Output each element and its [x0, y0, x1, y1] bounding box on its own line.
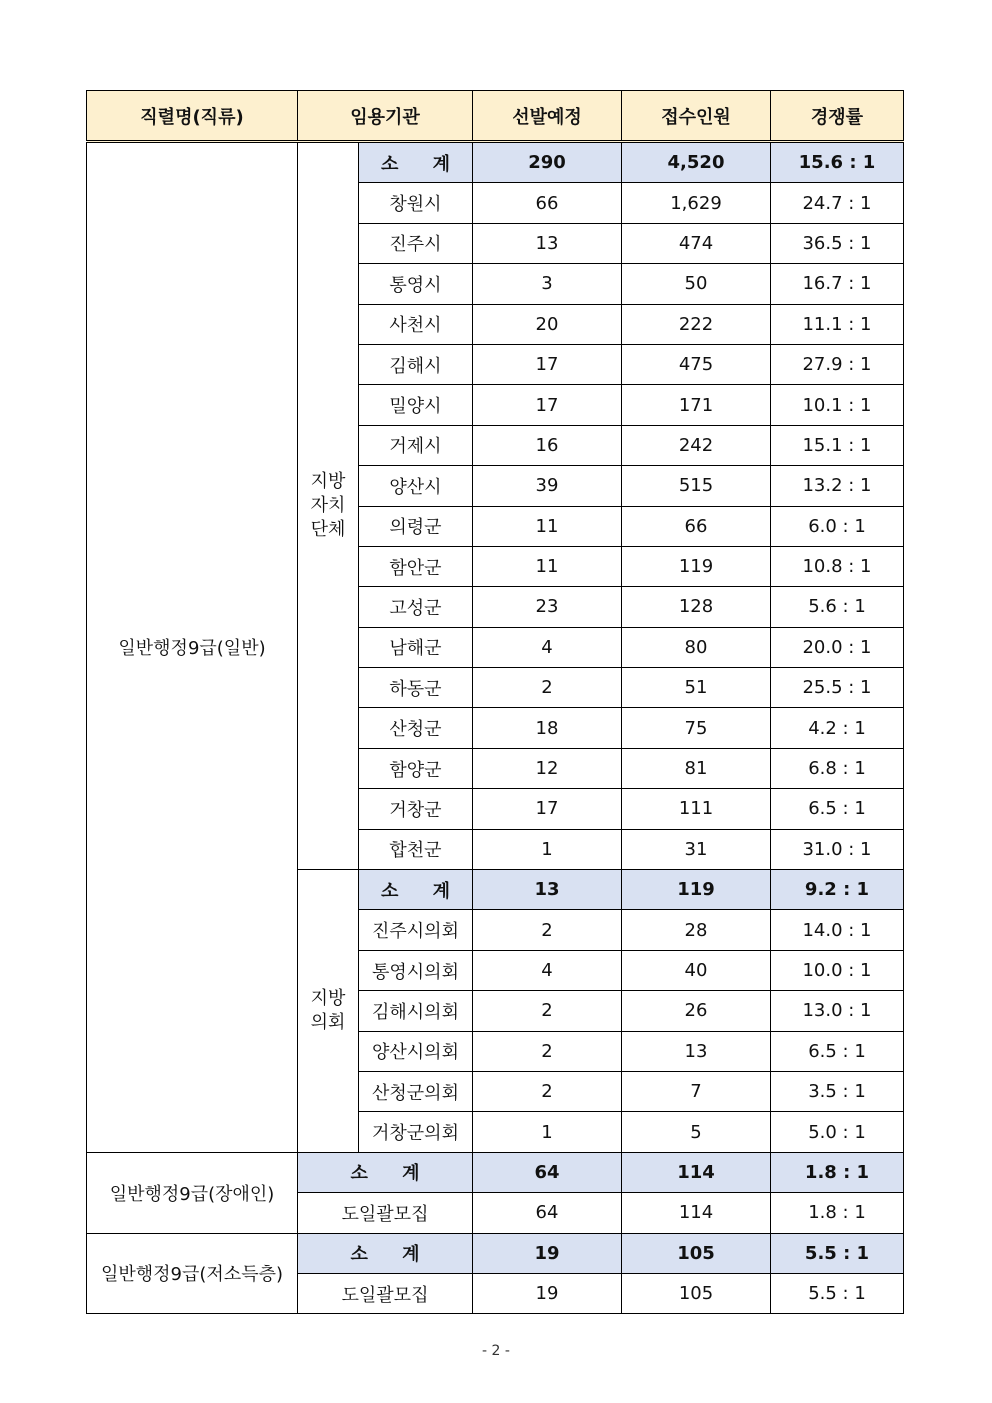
applicants-cell: 81: [622, 748, 771, 788]
applicants-cell: 66: [622, 506, 771, 546]
agency-cell: 사천시: [359, 304, 473, 344]
applicants-cell: 111: [622, 789, 771, 829]
planned-cell: 23: [473, 587, 622, 627]
subtotal-applicants: 114: [622, 1152, 771, 1192]
agency-cell: 양산시: [359, 466, 473, 506]
planned-cell: 20: [473, 304, 622, 344]
planned-cell: 39: [473, 466, 622, 506]
applicants-cell: 13: [622, 1031, 771, 1071]
planned-cell: 13: [473, 223, 622, 263]
planned-cell: 11: [473, 506, 622, 546]
agency-cell: 김해시: [359, 344, 473, 384]
applicants-cell: 114: [622, 1193, 771, 1233]
applicants-cell: 7: [622, 1071, 771, 1111]
agency-cell: 창원시: [359, 183, 473, 223]
applicants-cell: 1,629: [622, 183, 771, 223]
planned-cell: 2: [473, 668, 622, 708]
applicants-cell: 242: [622, 425, 771, 465]
planned-cell: 18: [473, 708, 622, 748]
subtotal-applicants: 105: [622, 1233, 771, 1273]
ratio-cell: 10.8 : 1: [771, 546, 904, 586]
agency-cell: 합천군: [359, 829, 473, 869]
applicants-cell: 475: [622, 344, 771, 384]
agency-cell: 산청군: [359, 708, 473, 748]
agency-cell: 의령군: [359, 506, 473, 546]
subtotal-applicants: 119: [622, 870, 771, 910]
planned-cell: 17: [473, 789, 622, 829]
ratio-cell: 31.0 : 1: [771, 829, 904, 869]
agency-cell: 거제시: [359, 425, 473, 465]
recruitment-table: [86, 90, 904, 1314]
subtotal-planned: 19: [473, 1233, 622, 1273]
applicants-cell: 50: [622, 264, 771, 304]
applicants-cell: 119: [622, 546, 771, 586]
applicants-cell: 26: [622, 991, 771, 1031]
ratio-cell: 10.0 : 1: [771, 950, 904, 990]
ratio-cell: 20.0 : 1: [771, 627, 904, 667]
ratio-cell: 13.0 : 1: [771, 991, 904, 1031]
ratio-cell: 27.9 : 1: [771, 344, 904, 384]
planned-cell: 17: [473, 344, 622, 384]
applicants-cell: 40: [622, 950, 771, 990]
planned-cell: 64: [473, 1193, 622, 1233]
ratio-cell: 5.6 : 1: [771, 587, 904, 627]
ratio-cell: 14.0 : 1: [771, 910, 904, 950]
planned-cell: 4: [473, 627, 622, 667]
agency-cell: 김해시의회: [359, 991, 473, 1031]
subtotal-row: [87, 1152, 904, 1192]
agency-cell: 도일괄모집: [298, 1273, 473, 1313]
position-cell: 일반행정9급(일반): [87, 142, 298, 1153]
subtotal-label: 소 계: [298, 1152, 473, 1192]
ratio-cell: 6.5 : 1: [771, 1031, 904, 1071]
applicants-cell: 171: [622, 385, 771, 425]
agency-cell: 통영시의회: [359, 950, 473, 990]
planned-cell: 2: [473, 910, 622, 950]
ratio-cell: 36.5 : 1: [771, 223, 904, 263]
planned-cell: 1: [473, 1112, 622, 1152]
agency-cell: 하동군: [359, 668, 473, 708]
ratio-cell: 1.8 : 1: [771, 1193, 904, 1233]
position-cell: 일반행정9급(장애인): [87, 1152, 298, 1233]
agency-cell: 거창군: [359, 789, 473, 829]
agency-cell: 밀양시: [359, 385, 473, 425]
ratio-cell: 6.8 : 1: [771, 748, 904, 788]
applicants-cell: 105: [622, 1273, 771, 1313]
planned-cell: 66: [473, 183, 622, 223]
group-local-council: 지방 의회: [298, 870, 359, 1153]
agency-cell: 산청군의회: [359, 1071, 473, 1111]
subtotal-ratio: 5.5 : 1: [771, 1233, 904, 1273]
ratio-cell: 10.1 : 1: [771, 385, 904, 425]
header-ratio: 경쟁률: [771, 91, 904, 142]
applicants-cell: 80: [622, 627, 771, 667]
subtotal-applicants: 4,520: [622, 142, 771, 183]
header-applicants: 접수인원: [622, 91, 771, 142]
subtotal-ratio: 15.6 : 1: [771, 142, 904, 183]
header-planned: 선발예정: [473, 91, 622, 142]
planned-cell: 2: [473, 991, 622, 1031]
ratio-cell: 4.2 : 1: [771, 708, 904, 748]
planned-cell: 12: [473, 748, 622, 788]
header-agency: 임용기관: [298, 91, 473, 142]
planned-cell: 19: [473, 1273, 622, 1313]
ratio-cell: 6.0 : 1: [771, 506, 904, 546]
ratio-cell: 24.7 : 1: [771, 183, 904, 223]
ratio-cell: 6.5 : 1: [771, 789, 904, 829]
applicants-cell: 515: [622, 466, 771, 506]
agency-cell: 고성군: [359, 587, 473, 627]
ratio-cell: 5.0 : 1: [771, 1112, 904, 1152]
ratio-cell: 5.5 : 1: [771, 1273, 904, 1313]
planned-cell: 16: [473, 425, 622, 465]
agency-cell: 함안군: [359, 546, 473, 586]
applicants-cell: 474: [622, 223, 771, 263]
applicants-cell: 31: [622, 829, 771, 869]
subtotal-ratio: 1.8 : 1: [771, 1152, 904, 1192]
agency-cell: 양산시의회: [359, 1031, 473, 1071]
table-header-row: [87, 91, 904, 142]
subtotal-label: 소 계: [298, 1233, 473, 1273]
subtotal-label: 소 계: [359, 142, 473, 183]
page-number: - 2 -: [482, 1343, 510, 1359]
planned-cell: 1: [473, 829, 622, 869]
planned-cell: 4: [473, 950, 622, 990]
agency-cell: 진주시의회: [359, 910, 473, 950]
ratio-cell: 11.1 : 1: [771, 304, 904, 344]
agency-cell: 함양군: [359, 748, 473, 788]
subtotal-planned: 64: [473, 1152, 622, 1192]
table-body: [87, 142, 904, 1314]
ratio-cell: 13.2 : 1: [771, 466, 904, 506]
planned-cell: 17: [473, 385, 622, 425]
agency-cell: 도일괄모집: [298, 1193, 473, 1233]
planned-cell: 2: [473, 1071, 622, 1111]
agency-cell: 남해군: [359, 627, 473, 667]
planned-cell: 3: [473, 264, 622, 304]
agency-cell: 통영시: [359, 264, 473, 304]
ratio-cell: 15.1 : 1: [771, 425, 904, 465]
ratio-cell: 16.7 : 1: [771, 264, 904, 304]
group-local-government: 지방 자치 단체: [298, 142, 359, 870]
subtotal-planned: 290: [473, 142, 622, 183]
agency-cell: 거창군의회: [359, 1112, 473, 1152]
applicants-cell: 222: [622, 304, 771, 344]
planned-cell: 2: [473, 1031, 622, 1071]
subtotal-planned: 13: [473, 870, 622, 910]
applicants-cell: 51: [622, 668, 771, 708]
applicants-cell: 128: [622, 587, 771, 627]
subtotal-row: [87, 142, 904, 183]
planned-cell: 11: [473, 546, 622, 586]
subtotal-ratio: 9.2 : 1: [771, 870, 904, 910]
header-position: 직렬명(직류): [87, 91, 298, 142]
ratio-cell: 25.5 : 1: [771, 668, 904, 708]
position-cell: 일반행정9급(저소득층): [87, 1233, 298, 1314]
agency-cell: 진주시: [359, 223, 473, 263]
subtotal-label: 소 계: [359, 870, 473, 910]
applicants-cell: 28: [622, 910, 771, 950]
applicants-cell: 75: [622, 708, 771, 748]
applicants-cell: 5: [622, 1112, 771, 1152]
ratio-cell: 3.5 : 1: [771, 1071, 904, 1111]
subtotal-row: [87, 1233, 904, 1273]
